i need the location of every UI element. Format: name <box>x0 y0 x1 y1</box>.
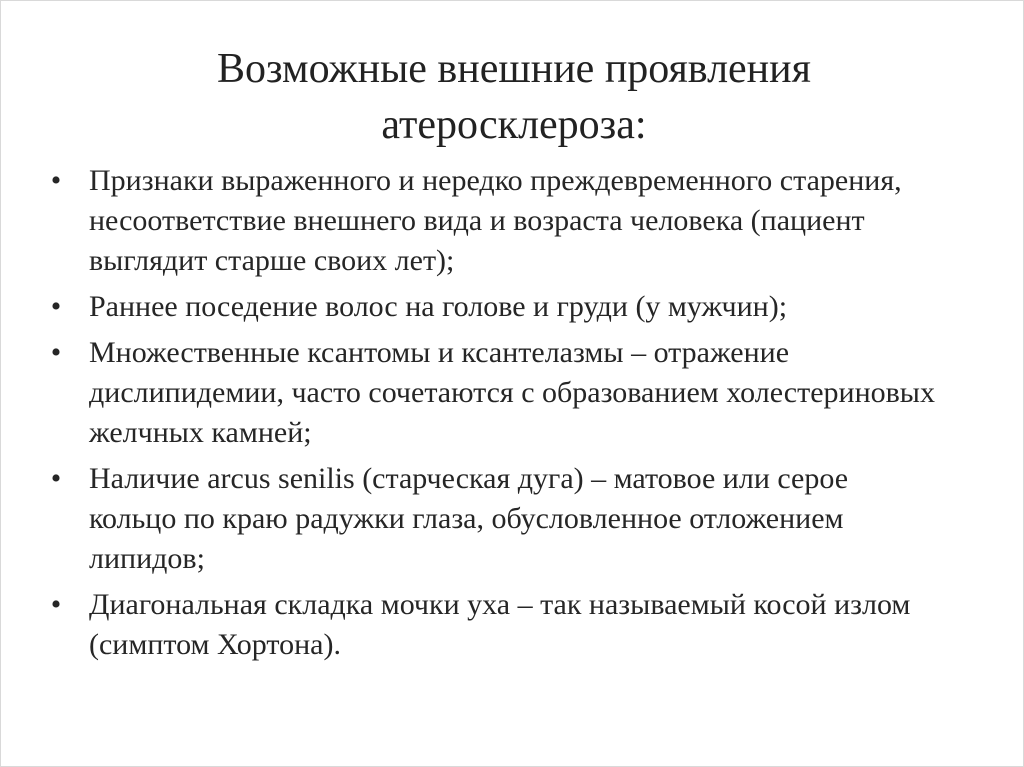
list-item <box>1 585 1001 665</box>
list-item <box>1 161 1001 281</box>
bullet-list <box>1 161 1001 671</box>
bullet-icon: • <box>50 462 62 495</box>
bullet-icon: • <box>50 164 62 197</box>
list-item <box>1 287 1001 327</box>
list-item-text: Раннее поседение волос на голове и груди (у мужчин); <box>89 290 788 323</box>
list-item <box>1 459 1001 579</box>
list-item-text: Множественные ксантомы и ксантелазмы – отражение дислипидемии, часто сочетаются с образованием холестериновых желчных камней; <box>89 336 935 449</box>
list-item-text: Диагональная складка мочки уха – так называемый косой излом (симптом Хортона). <box>89 588 911 661</box>
list-item-text: Наличие arcus senilis (старческая дуга) – матовое или серое кольцо по краю радужки глаза, обусловленное отложением липидов; <box>89 462 849 575</box>
list-item <box>1 333 1001 453</box>
bullet-icon: • <box>50 588 62 621</box>
bullet-icon: • <box>50 290 62 323</box>
slide-title: Возможные внешние проявления атеросклероза: <box>217 46 811 148</box>
list-item-text: Признаки выраженного и нередко преждевременного старения, несоответствие внешнего вида и возраста человека (пациент выглядит старше своих лет); <box>89 164 902 277</box>
bullet-icon: • <box>50 336 62 369</box>
